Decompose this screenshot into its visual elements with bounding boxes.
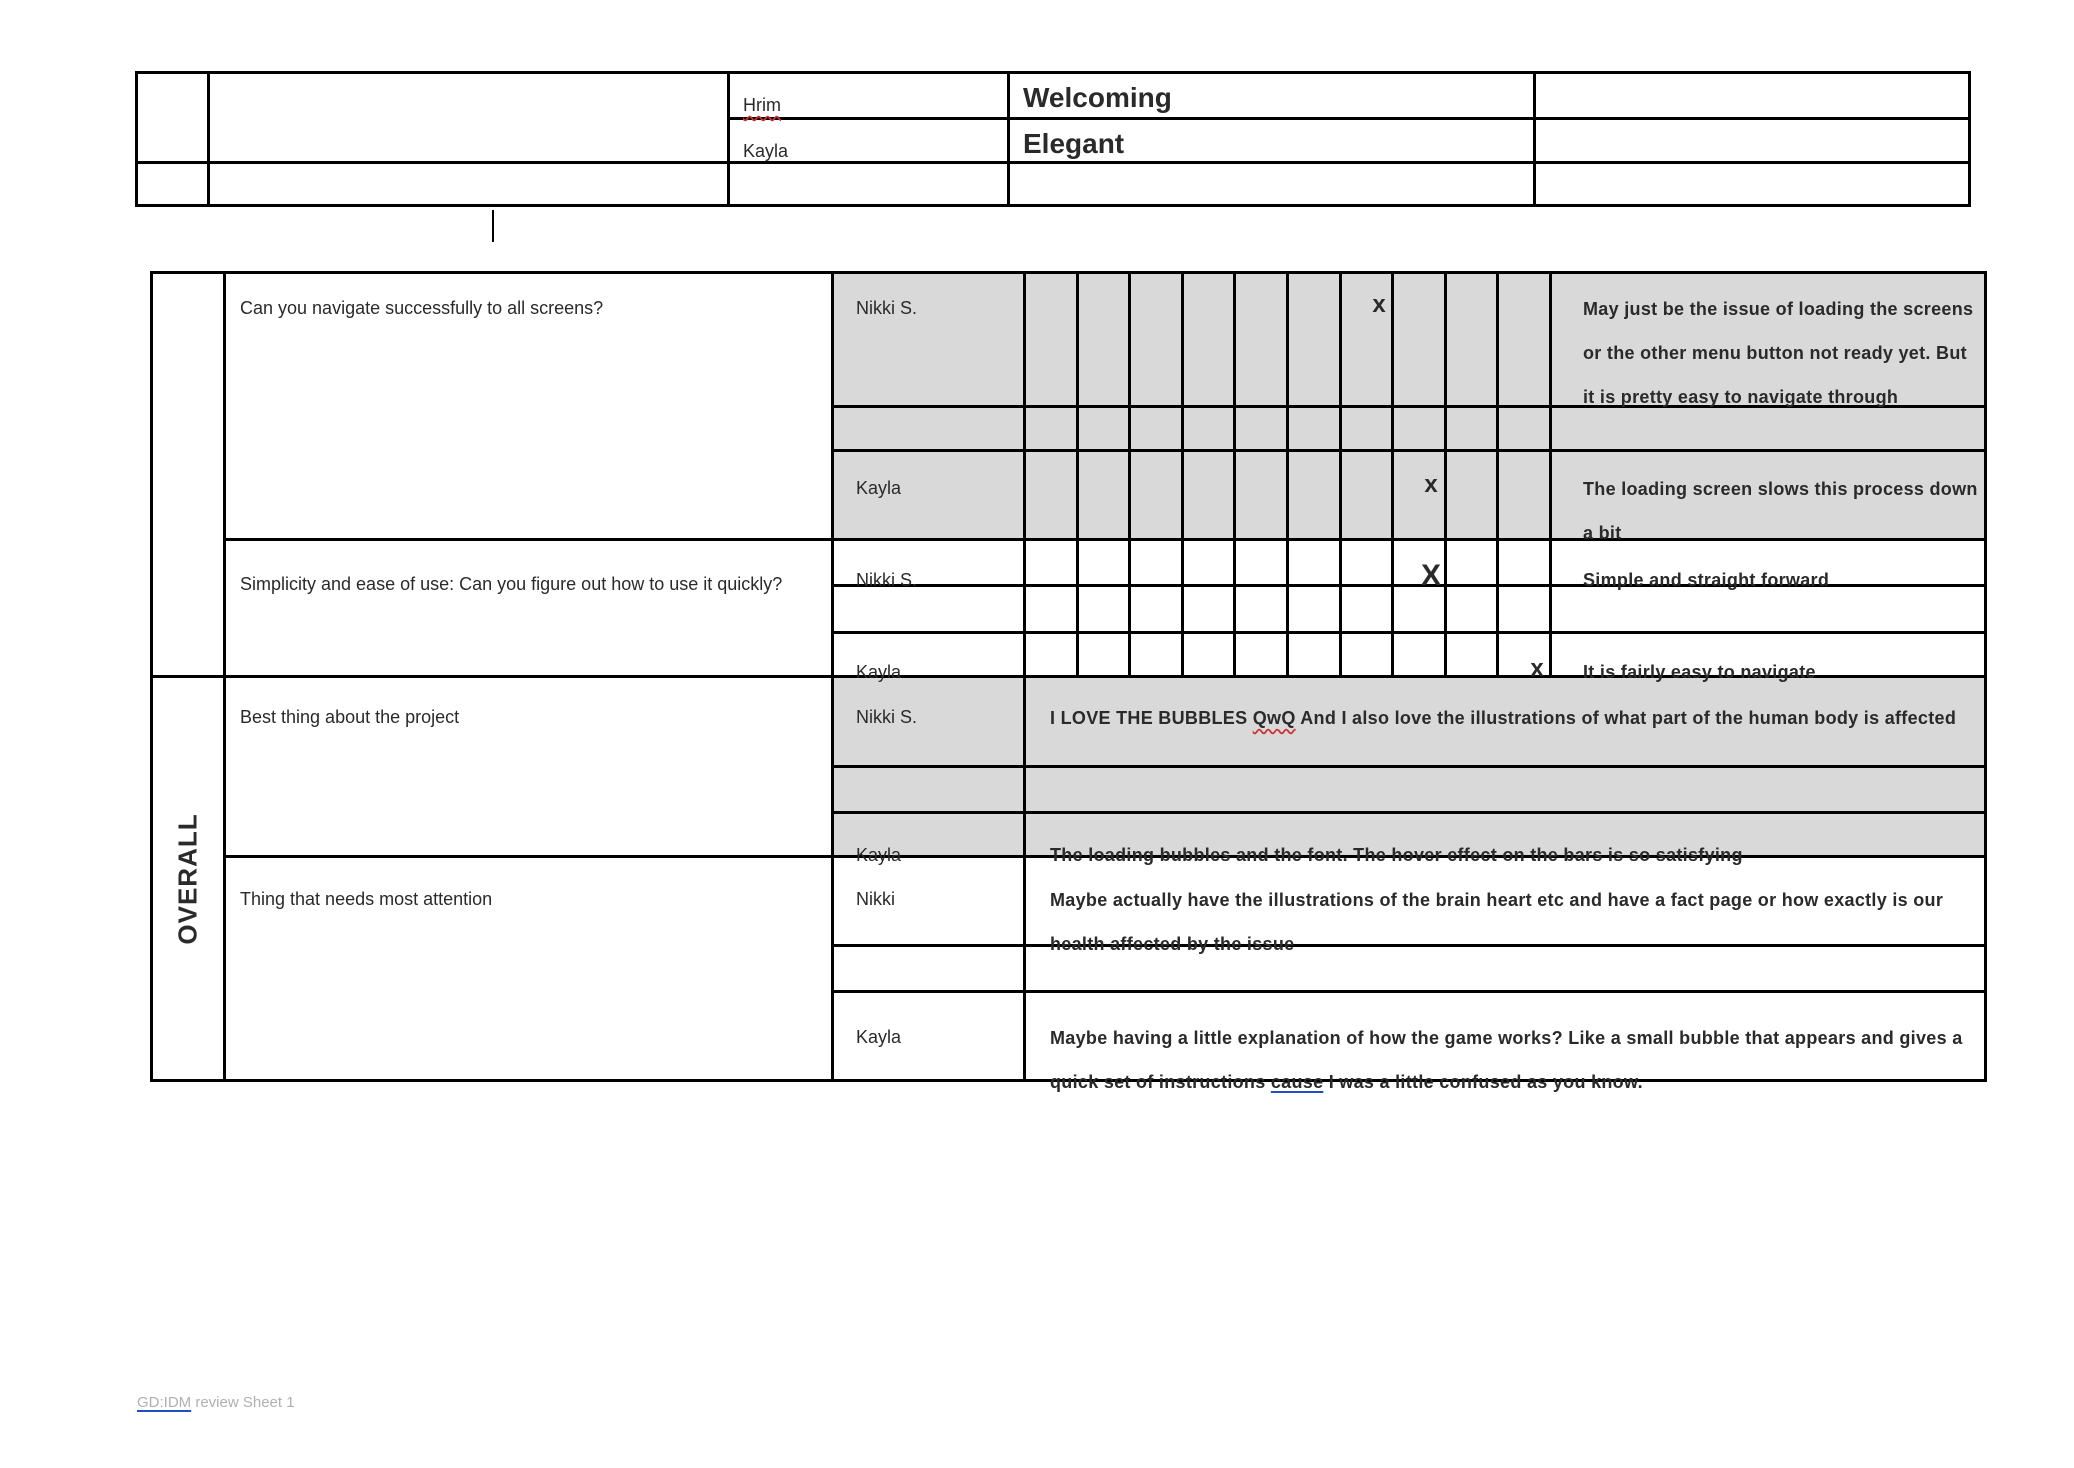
rating-cell — [1339, 538, 1394, 587]
question-cell — [223, 538, 834, 678]
rating-cell — [1076, 631, 1131, 678]
header-cell — [727, 161, 1010, 207]
review-comment: The loading screen slows this process down a bit — [1583, 479, 1978, 543]
header-cell — [207, 71, 730, 164]
rating-cell — [1023, 449, 1079, 541]
header-cell — [1533, 161, 1971, 207]
header-cell — [1007, 161, 1536, 207]
question-text: Thing that needs most attention — [240, 889, 493, 909]
review-comment — [1050, 1016, 1970, 1104]
rating-cell — [1233, 631, 1289, 678]
rating-cell — [1286, 631, 1342, 678]
rating-cell — [1181, 405, 1236, 452]
rating-cell — [1496, 271, 1552, 408]
rating-cell — [1076, 271, 1131, 408]
comment-text: And I also love the illustrations of what part of the human body is affected — [1295, 708, 1957, 728]
comment-text: I LOVE THE BUBBLES — [1050, 708, 1253, 728]
rating-cell — [1023, 271, 1079, 408]
rating-cell — [1286, 271, 1342, 408]
flagged-word: QwQ — [1252, 708, 1296, 728]
footer-text: review Sheet 1 — [191, 1394, 295, 1411]
reviewer-label: Kayla — [856, 1027, 902, 1047]
rating-cell — [1181, 538, 1236, 587]
rating-cell — [1444, 405, 1499, 452]
reviewer-name: Kayla — [743, 141, 789, 161]
rating-cell — [1023, 538, 1079, 587]
rating-cell — [1181, 584, 1236, 634]
comment-text: Maybe having a little explanation of how the game works? Like a small bubble that appears and gives a quick set of instructions — [1050, 1028, 1963, 1092]
rating-cell — [1286, 449, 1342, 541]
rating-cell — [1444, 631, 1499, 678]
rating-mark: x — [1530, 655, 1544, 682]
reviewer-label: Kayla — [856, 478, 902, 498]
reviewer-label: Kayla — [856, 845, 902, 865]
reviewer-label: Nikki S. — [856, 707, 918, 727]
reviewer-cell — [831, 944, 1026, 993]
review-comment: It is fairly easy to navigate — [1583, 662, 1816, 682]
rating-cell — [1023, 584, 1079, 634]
rating-cell — [1444, 271, 1499, 408]
trait-label: Welcoming — [1023, 82, 1172, 113]
reviewer-cell — [831, 271, 1026, 408]
rating-cell — [1496, 584, 1552, 634]
reviewer-label: Kayla — [856, 662, 902, 682]
rating-cell — [1023, 405, 1079, 452]
reviewer-cell — [831, 765, 1026, 814]
question-text: Best thing about the project — [240, 707, 460, 727]
reviewer-cell — [831, 584, 1026, 634]
rating-cell — [1339, 449, 1394, 541]
rating-cell — [1076, 538, 1131, 587]
rating-mark: X — [1420, 559, 1441, 592]
rating-cell — [1233, 538, 1289, 587]
reviewer-label: Nikki S. — [856, 570, 918, 590]
rating-cell — [1181, 631, 1236, 678]
reviewer-label: Nikki S. — [856, 298, 918, 318]
rating-cell — [1339, 584, 1394, 634]
text-cursor — [492, 210, 494, 242]
rating-cell — [1339, 405, 1394, 452]
rating-cell — [1128, 584, 1184, 634]
header-cell — [135, 71, 210, 164]
rating-cell — [1128, 405, 1184, 452]
flagged-word: cause — [1270, 1072, 1324, 1092]
review-comment: Maybe actually have the illustrations of the brain heart etc and have a fact page or how exactly is our health affected by the issue — [1050, 890, 1944, 954]
rating-mark: x — [1424, 471, 1438, 498]
question-text: Simplicity and ease of use: Can you figure out how to use it quickly? — [240, 574, 783, 594]
reviewer-name: Hrim — [743, 95, 781, 115]
rating-cell — [1286, 405, 1342, 452]
header-cell — [135, 161, 210, 207]
question-cell — [223, 675, 834, 858]
comment-cell — [1023, 765, 1987, 814]
rating-cell — [1076, 584, 1131, 634]
section-label-cell — [150, 271, 226, 678]
review-comment: Simple and straight forward — [1583, 570, 1830, 590]
rating-cell — [1233, 271, 1289, 408]
review-comment: The loading bubbles and the font. The hover effect on the bars is so satisfying — [1050, 845, 1743, 865]
header-cell — [1533, 71, 1971, 120]
rating-cell — [1496, 538, 1552, 587]
rating-cell — [1391, 405, 1447, 452]
rating-cell — [1233, 449, 1289, 541]
rating-cell — [1339, 631, 1394, 678]
overall-label-cell — [150, 675, 226, 1082]
reviewer-cell — [831, 405, 1026, 452]
header-cell — [1533, 117, 1971, 164]
reviewer-label: Nikki — [856, 889, 895, 909]
review-comment — [1050, 696, 1970, 740]
comment-cell — [1549, 584, 1987, 634]
footer — [137, 1394, 295, 1411]
rating-cell — [1023, 631, 1079, 678]
rating-cell — [1128, 271, 1184, 408]
rating-cell — [1286, 538, 1342, 587]
rating-cell — [1286, 584, 1342, 634]
rating-cell — [1128, 631, 1184, 678]
trait-label: Elegant — [1023, 128, 1125, 159]
rating-cell — [1076, 405, 1131, 452]
footer-link[interactable]: GD:IDM — [137, 1394, 192, 1411]
rating-cell — [1181, 271, 1236, 408]
review-comment: May just be the issue of loading the screens or the other menu button not ready yet. But it is pretty easy to navigate through — [1583, 299, 1974, 407]
rating-cell — [1076, 449, 1131, 541]
rating-cell — [1233, 405, 1289, 452]
rating-cell — [1496, 405, 1552, 452]
rating-cell — [1391, 631, 1447, 678]
rating-cell — [1233, 584, 1289, 634]
rating-mark: x — [1372, 291, 1386, 318]
question-text: Can you navigate successfully to all screens? — [240, 298, 604, 318]
header-cell — [207, 161, 730, 207]
rating-cell — [1496, 449, 1552, 541]
comment-text: I was a little confused as you know. — [1323, 1072, 1643, 1092]
rating-cell — [1181, 449, 1236, 541]
rating-cell — [1128, 449, 1184, 541]
overall-label: OVERALL — [172, 812, 203, 945]
rating-cell — [1128, 538, 1184, 587]
